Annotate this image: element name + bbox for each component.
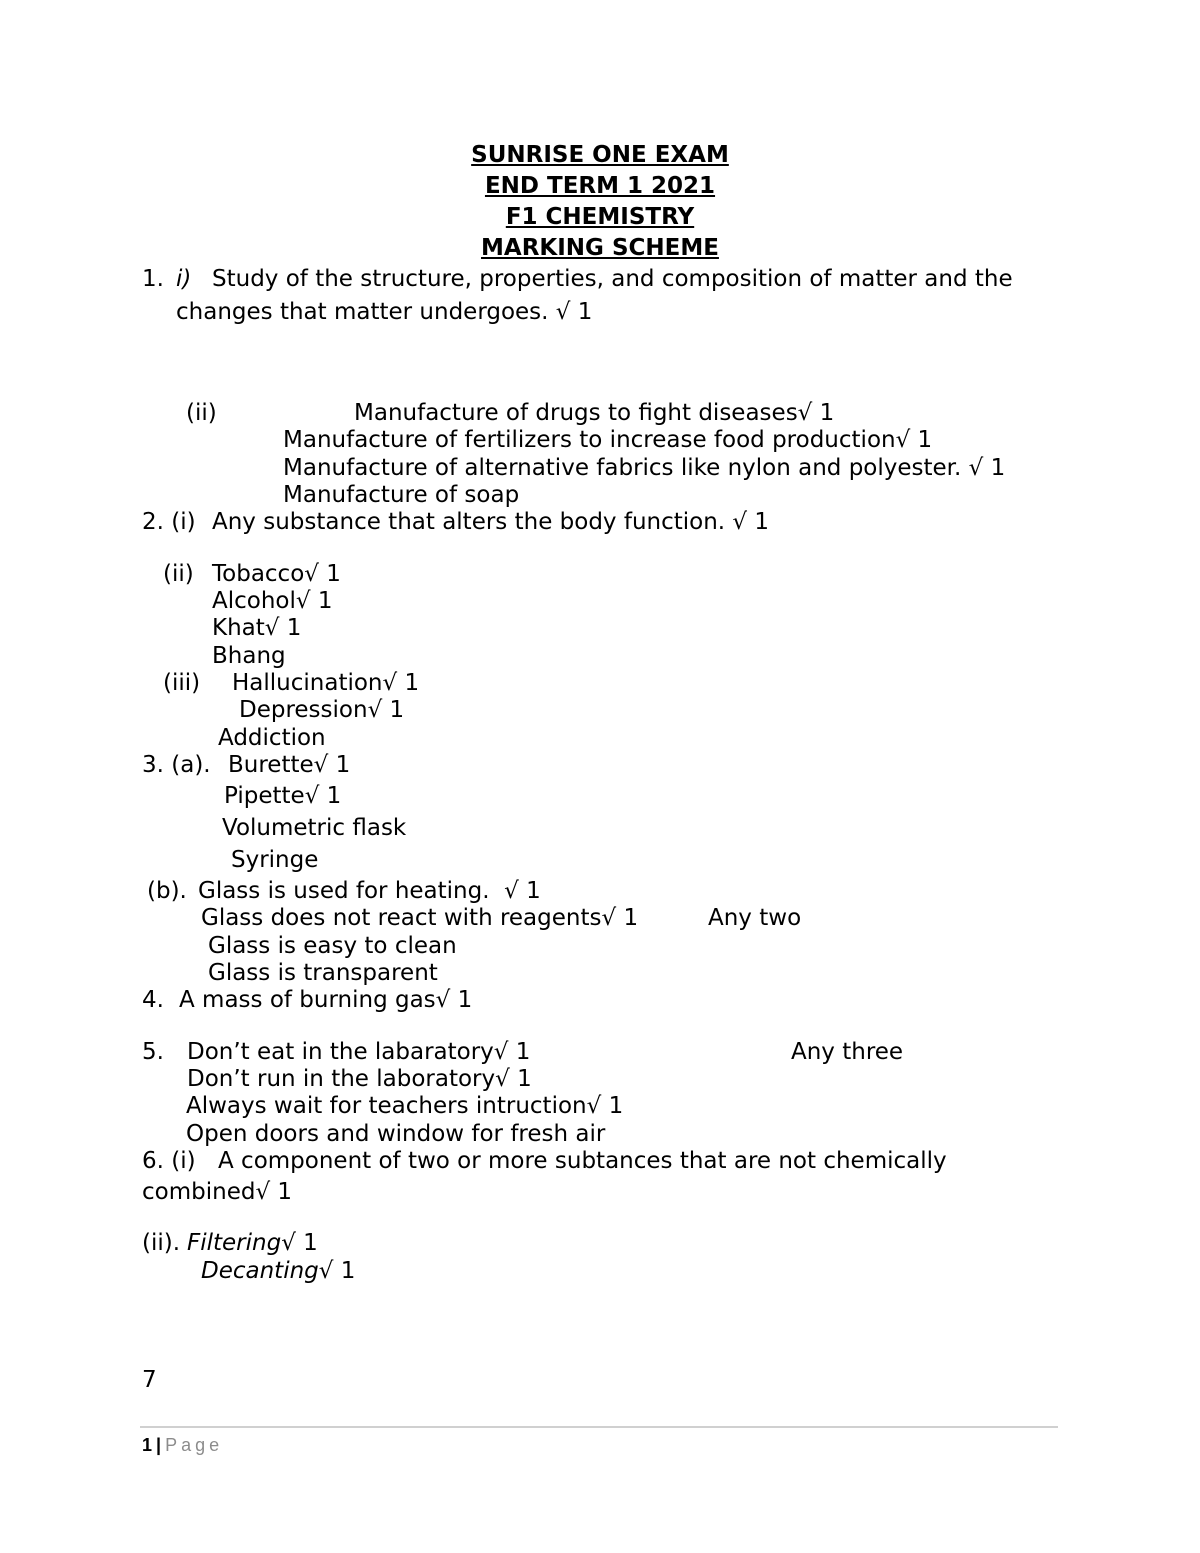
q2-iii-item: Hallucination√ 1 <box>232 670 420 696</box>
q1-i-text: Study of the structure, properties, and composition of matter and the <box>212 266 1013 292</box>
q3-b-item: Glass is easy to clean <box>208 933 457 959</box>
q6-ii-label: (ii). <box>142 1230 181 1256</box>
q5-item: Don’t run in the laboratory√ 1 <box>187 1066 532 1092</box>
q2-iii-label: (iii) <box>163 670 201 696</box>
q6-ii-item-mark: √ 1 <box>318 1258 356 1284</box>
q3-a-item: Volumetric flask <box>222 815 407 841</box>
q5-label: 5. <box>142 1039 164 1065</box>
q5-item: Always wait for teachers intruction√ 1 <box>186 1093 624 1119</box>
q6-ii-item <box>201 1260 355 1283</box>
q3-b-item: Glass is used for heating. √ 1 <box>198 878 541 904</box>
q2-ii-item: Tobacco√ 1 <box>212 561 341 587</box>
exam-term: END TERM 1 2021 <box>484 173 716 199</box>
q2-iii-item: Depression√ 1 <box>239 697 405 723</box>
q2-ii-item: Khat√ 1 <box>212 615 302 641</box>
exam-title: SUNRISE ONE EXAM <box>471 142 729 168</box>
q5-item: Don’t eat in the labaratory√ 1 <box>187 1039 531 1065</box>
q3-b-item: Glass is transparent <box>208 960 438 986</box>
q1-i-text-cont: changes that matter undergoes. √ 1 <box>176 299 593 325</box>
q2-ii-label: (ii) <box>163 561 194 587</box>
q3-b-note: Any two <box>708 905 802 931</box>
q6-i-text-cont: combined√ 1 <box>142 1179 293 1205</box>
page-footer <box>142 1436 223 1454</box>
q1-ii-item: Manufacture of soap <box>283 482 520 508</box>
page-number: 1 <box>142 1435 153 1455</box>
q3-a-item: Pipette√ 1 <box>224 783 342 809</box>
footer-divider <box>140 1426 1058 1428</box>
q2-ii-item: Alcohol√ 1 <box>212 588 333 614</box>
q2-i-text: Any substance that alters the body function. √ 1 <box>212 509 770 535</box>
q1-ii-item: Manufacture of drugs to fight diseases√ 1 <box>354 400 835 426</box>
q1-ii-item: Manufacture of alternative fabrics like nylon and polyester. √ 1 <box>283 455 1006 481</box>
q1-ii-label: (ii) <box>186 400 217 426</box>
exam-subject: F1 CHEMISTRY <box>505 204 695 230</box>
q3-a-item: Burette√ 1 <box>228 752 351 778</box>
q6-i-label: 6. (i) <box>142 1148 196 1174</box>
q3-a-label: 3. (a). <box>142 752 211 778</box>
q4-label: 4. <box>142 987 164 1013</box>
q5-note: Any three <box>791 1039 904 1065</box>
q2-i-label: 2. (i) <box>142 509 196 535</box>
total-marks: 7 <box>142 1367 157 1393</box>
q6-i-text: A component of two or more subtances that are not chemically <box>218 1148 947 1174</box>
q1-i-label: i) <box>176 266 192 292</box>
q1-number: 1. <box>142 266 164 292</box>
q2-ii-item: Bhang <box>212 643 286 669</box>
exam-doc-type: MARKING SCHEME <box>481 235 719 261</box>
q6-ii-item-text: Filtering <box>187 1230 282 1256</box>
q1-ii-item: Manufacture of fertilizers to increase food production√ 1 <box>283 427 933 453</box>
page-separator: | <box>156 1435 162 1455</box>
q3-b-item: Glass does not react with reagents√ 1 <box>201 905 639 931</box>
q6-ii-item-text: Decanting <box>201 1258 319 1284</box>
q3-b-label: (b). <box>147 878 187 904</box>
q4-text: A mass of burning gas√ 1 <box>179 987 473 1013</box>
q3-a-item: Syringe <box>231 847 319 873</box>
q6-ii-item-mark: √ 1 <box>281 1230 318 1256</box>
q5-item: Open doors and window for fresh air <box>186 1121 606 1147</box>
page-word: Page <box>165 1435 224 1455</box>
q2-iii-item: Addiction <box>218 725 326 751</box>
q6-ii-item <box>187 1232 318 1255</box>
